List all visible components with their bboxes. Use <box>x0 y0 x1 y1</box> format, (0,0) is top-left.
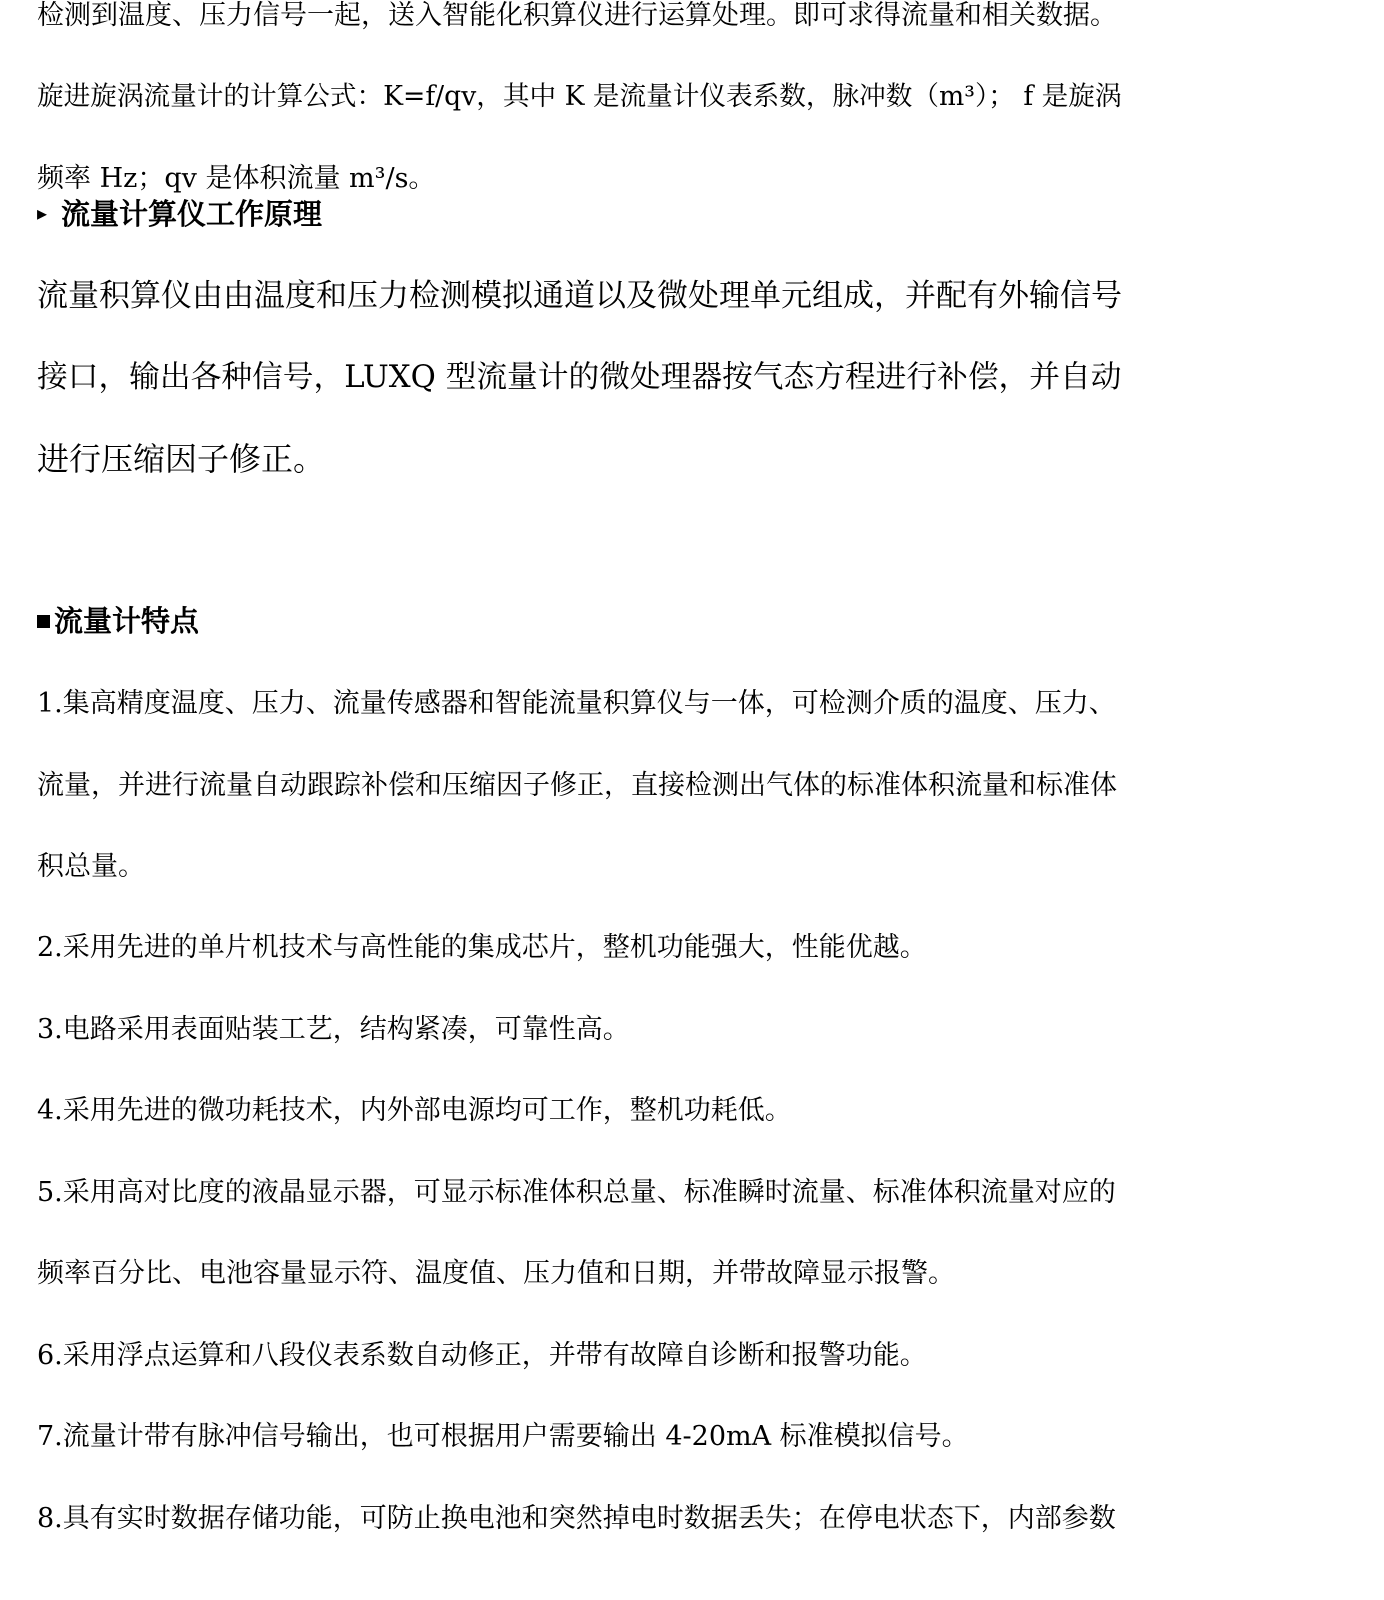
principle-line-2: 接口，输出各种信号，LUXQ 型流量计的微处理器按气态方程进行补偿，并自动 <box>37 359 1122 395</box>
triangle-bullet-icon: ▸ <box>37 201 48 225</box>
feature-line: 1.集高精度温度、压力、流量传感器和智能流量积算仪与一体，可检测介质的温度、压力、 <box>37 688 1116 719</box>
feature-line: 6.采用浮点运算和八段仪表系数自动修正，并带有故障自诊断和报警功能。 <box>37 1340 927 1371</box>
feature-line: 3.电路采用表面贴装工艺，结构紧凑，可靠性高。 <box>37 1014 630 1045</box>
principle-line-1: 流量积算仪由由温度和压力检测模拟通道以及微处理单元组成，并配有外输信号 <box>37 278 1122 314</box>
intro-line-1: 检测到温度、压力信号一起，送入智能化积算仪进行运算处理。即可求得流量和相关数据。 <box>37 0 1117 31</box>
principle-heading-text: 流量计算仪工作原理 <box>61 197 323 231</box>
square-bullet-icon <box>37 615 50 628</box>
features-heading-text: 流量计特点 <box>54 604 200 638</box>
feature-line: 流量，并进行流量自动跟踪补偿和压缩因子修正，直接检测出气体的标准体积流量和标准体 <box>37 770 1117 801</box>
feature-line: 2.采用先进的单片机技术与高性能的集成芯片，整机功能强大，性能优越。 <box>37 932 927 963</box>
feature-line: 频率百分比、电池容量显示符、温度值、压力值和日期，并带故障显示报警。 <box>37 1258 955 1289</box>
feature-line: 7.流量计带有脉冲信号输出，也可根据用户需要输出 4-20mA 标准模拟信号。 <box>37 1421 969 1452</box>
features-heading <box>37 604 200 638</box>
feature-line: 8.具有实时数据存储功能，可防止换电池和突然掉电时数据丢失；在停电状态下，内部参数 <box>37 1503 1116 1534</box>
principle-line-3: 进行压缩因子修正。 <box>37 440 326 478</box>
feature-line: 4.采用先进的微功耗技术，内外部电源均可工作，整机功耗低。 <box>37 1095 792 1126</box>
principle-heading <box>37 197 323 231</box>
feature-line: 5.采用高对比度的液晶显示器，可显示标准体积总量、标准瞬时流量、标准体积流量对应的 <box>37 1177 1116 1208</box>
intro-line-3: 频率 Hz；qv 是体积流量 m³/s。 <box>37 163 436 194</box>
intro-line-2: 旋进旋涡流量计的计算公式：K=f/qv，其中 K 是流量计仪表系数，脉冲数（m³）； f 是旋涡 <box>37 81 1122 112</box>
feature-line: 积总量。 <box>37 851 145 882</box>
